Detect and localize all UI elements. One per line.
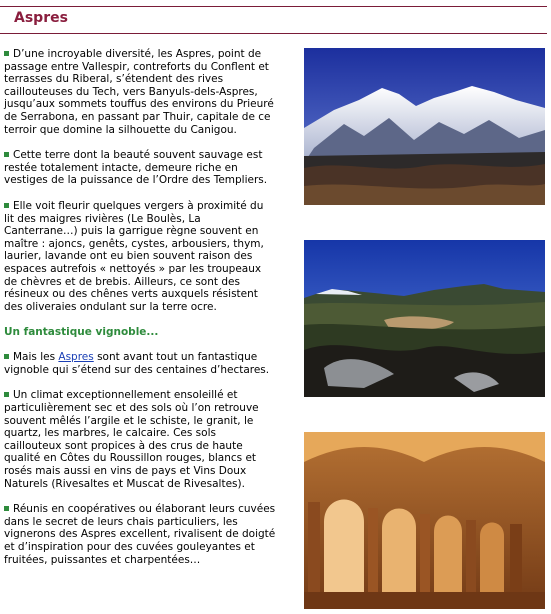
paragraph-vignerons: Réunis en coopératives ou élaborant leurs cuvées dans le secret de leurs chais particuliers, les vignerons des Aspres excellent, rivalisent de doigté et d’inspiration pour des cuvées gouleyantes et fruitées, puissantes et charpentées… [4, 503, 276, 566]
paragraph-templiers: Cette terre dont la beauté souvent sauvage est restée totalement intacte, demeure riche en vestiges de la puissance de l’Ordre des Templiers. [4, 149, 268, 187]
cloister-photo-illustration [304, 432, 545, 609]
header-rule-top [0, 6, 547, 7]
paragraph-intro: D’une incroyable diversité, les Aspres, point de passage entre Vallespir, contreforts du Conflent et terrasses du Riberal, s’étendent des rives caillouteuses du Tech, vers Banyuls-dels-Aspres, jusqu’aux sommets touffus des environs du Prieuré de Serrabona, en passant par Thuir, capitale de ce terroir que domine la silhouette du Canigou. [4, 48, 274, 136]
section-subheading: Un fantastique vignoble... [4, 326, 159, 339]
paragraph-vignoble: Mais les Aspres sont avant tout un fantastique vignoble qui s’étend sur des centaines d’hectares. [4, 351, 270, 376]
bullet-square-icon [4, 152, 9, 157]
bullet-square-icon [4, 203, 9, 208]
photo-cloister [304, 432, 545, 609]
bullet-square-icon [4, 392, 9, 397]
article-text [4, 48, 276, 579]
aspres-link[interactable]: Aspres [58, 351, 94, 364]
bullet-square-icon [4, 506, 9, 511]
photo-village-valley [304, 240, 545, 397]
bullet-square-icon [4, 51, 9, 56]
paragraph-garrigue: Elle voit fleurir quelques vergers à proximité du lit des maigres rivières (Le Boulès, La Canterrane…) puis la garrigue règne souvent en maître : ajoncs, genêts, cystes, arbousiers, thym, laurier, lavande ont eu bien souvent raison des espaces autrefois « nettoyés » par les troupeaux de chèvres et de brebis. Ailleurs, ce sont des résineux ou des chênes verts auxquels résistent des oliveraies ondulant sur la terre ocre. [4, 199, 264, 313]
header-rule-bottom [0, 33, 547, 34]
mountain-photo-illustration [304, 48, 545, 205]
page-title: Aspres [14, 10, 68, 26]
photo-canigou-snow [304, 48, 545, 205]
landscape-photo-illustration [304, 240, 545, 397]
paragraph-climat: Un climat exceptionnellement ensoleillé et particulièrement sec et des sols où l’on retrouve souvent mêlés l’argile et le schiste, le granit, le quartz, les marbres, le calcaire. Ces sols caillouteux sont propices à des crus de haute qualité en Côtes du Roussillon rouges, blancs et rosés mais aussi en vins de pays et Vins Doux Naturels (Rivesaltes et Muscat de Rivesaltes). [4, 389, 259, 490]
bullet-square-icon [4, 354, 9, 359]
